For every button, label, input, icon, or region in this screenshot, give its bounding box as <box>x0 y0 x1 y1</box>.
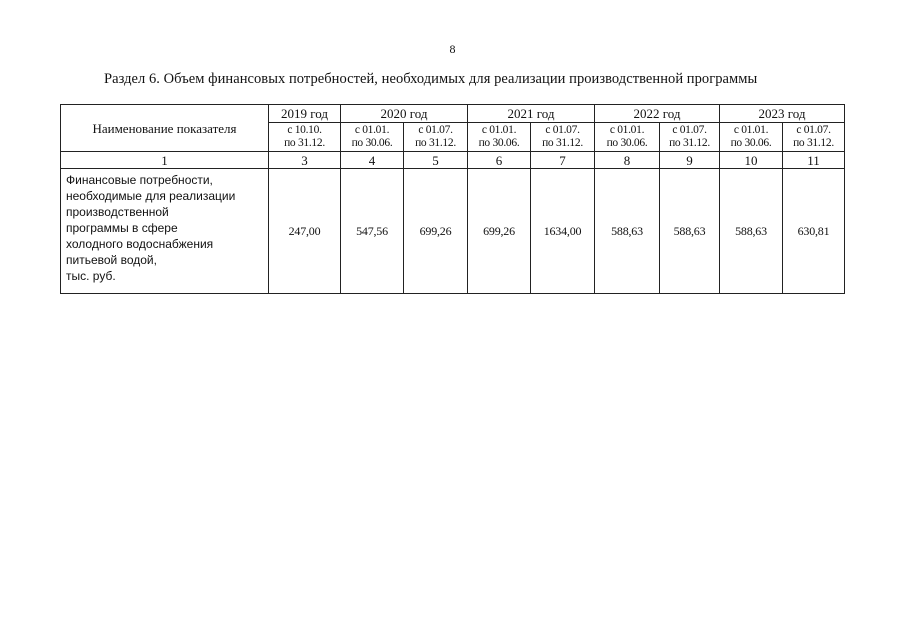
column-number: 6 <box>468 152 531 169</box>
period-label: с 01.01. по 30.06. <box>478 124 520 149</box>
indicator-name: Финансовые потребности, необходимые для реализации производственной программы в сфере холодного водоснабжения питьевой водой, тыс. руб. <box>61 169 269 294</box>
column-number-row <box>61 152 845 169</box>
value-cell: 247,00 <box>269 169 341 294</box>
value-cell: 699,26 <box>468 169 531 294</box>
table-row <box>61 169 845 294</box>
period-label: с 01.07. по 31.12. <box>415 124 456 149</box>
year-header-2023: 2023 год <box>720 105 845 123</box>
period-label: с 01.07. по 31.12. <box>793 124 834 149</box>
financial-needs-table <box>60 104 845 294</box>
column-number: 4 <box>341 152 404 169</box>
column-number: 10 <box>720 152 783 169</box>
column-number: 1 <box>61 152 269 169</box>
value-cell: 588,63 <box>660 169 720 294</box>
column-number: 9 <box>660 152 720 169</box>
period-header <box>468 123 531 152</box>
value-cell: 588,63 <box>720 169 783 294</box>
period-header <box>531 123 595 152</box>
year-header-2020: 2020 год <box>341 105 468 123</box>
value-cell: 588,63 <box>595 169 660 294</box>
period-header <box>269 123 341 152</box>
period-header <box>783 123 845 152</box>
page-number: 8 <box>449 42 456 56</box>
table-header-row <box>61 105 845 123</box>
column-number: 5 <box>404 152 468 169</box>
year-header-2022: 2022 год <box>595 105 720 123</box>
section-title: Раздел 6. Объем финансовых потребностей, необходимых для реализации производственной программы <box>104 71 758 87</box>
year-header-2019: 2019 год <box>269 105 341 123</box>
period-header <box>404 123 468 152</box>
period-label: с 01.01. по 30.06. <box>606 124 648 149</box>
column-number: 11 <box>783 152 845 169</box>
value-cell: 547,56 <box>341 169 404 294</box>
column-number: 8 <box>595 152 660 169</box>
period-header <box>720 123 783 152</box>
year-header-2021: 2021 год <box>468 105 595 123</box>
value-cell: 1634,00 <box>531 169 595 294</box>
period-header <box>660 123 720 152</box>
period-label: с 01.07. по 31.12. <box>542 124 583 149</box>
period-header <box>595 123 660 152</box>
period-label: с 01.01. по 30.06. <box>730 124 772 149</box>
column-number: 3 <box>269 152 341 169</box>
period-label: с 01.01. по 30.06. <box>351 124 393 149</box>
period-label: с 01.07. по 31.12. <box>669 124 710 149</box>
value-cell: 699,26 <box>404 169 468 294</box>
name-column-header: Наименование показателя <box>61 105 269 152</box>
value-cell: 630,81 <box>783 169 845 294</box>
column-number: 7 <box>531 152 595 169</box>
period-label: с 10.10. по 31.12. <box>284 124 325 149</box>
period-header <box>341 123 404 152</box>
